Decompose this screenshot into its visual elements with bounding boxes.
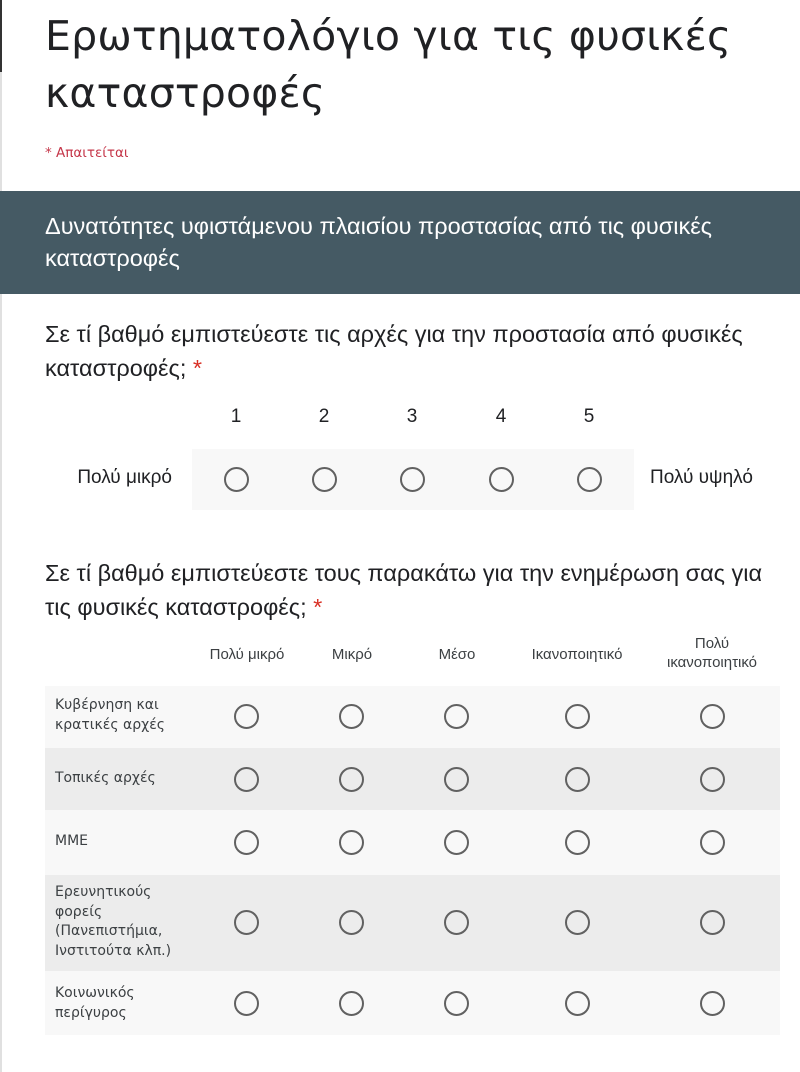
grid-radio-r4-c4[interactable] [565, 910, 590, 935]
form-title: Ερωτηματολόγιο για τις φυσικές καταστροφές [45, 12, 732, 117]
grid-row-label: ΜΜΕ [55, 833, 89, 849]
grid-radio-r1-c4[interactable] [565, 704, 590, 729]
grid-radio-r5-c4[interactable] [565, 991, 590, 1016]
grid-column-header-5: Πολύ ικανοποιητικό [666, 635, 758, 671]
grid-column-header-3: Μέσο [438, 646, 476, 663]
grid-row-label: Ερευνητικούς φορείς (Πανεπιστήμια, Ινστιτούτα κλπ.) [55, 884, 172, 959]
grid-row [45, 971, 780, 1035]
scale-label-2: 2 [318, 406, 330, 427]
grid-row-label: Τοπικές αρχές [55, 770, 156, 786]
scale-radio-3[interactable] [400, 467, 425, 492]
grid-column-header-2: Μικρό [331, 646, 373, 663]
grid-radio-r3-c3[interactable] [444, 830, 469, 855]
section-header [0, 191, 800, 294]
grid-radio-r5-c5[interactable] [700, 991, 725, 1016]
scale-radio-2[interactable] [312, 467, 337, 492]
grid-radio-r1-c1[interactable] [234, 704, 259, 729]
grid-radio-r1-c2[interactable] [339, 704, 364, 729]
grid-row [45, 875, 780, 971]
section-title: Δυνατότητες υφιστάμενου πλαισίου προστασίας από τις φυσικές καταστροφές [45, 213, 713, 271]
grid-radio-r1-c3[interactable] [444, 704, 469, 729]
grid-column-header-1: Πολύ μικρό [209, 646, 285, 663]
grid-radio-r2-c1[interactable] [234, 767, 259, 792]
grid-radio-r2-c2[interactable] [339, 767, 364, 792]
scale-radio-1[interactable] [224, 467, 249, 492]
grid-radio-r2-c3[interactable] [444, 767, 469, 792]
scale-label-5: 5 [583, 406, 595, 427]
grid-radio-r2-c4[interactable] [565, 767, 590, 792]
grid-radio-r3-c5[interactable] [700, 830, 725, 855]
question-1-text: Σε τί βαθμό εμπιστεύεστε τις αρχές για την προστασία από φυσικές καταστροφές; [45, 321, 743, 381]
grid-row-label: Κοινωνικός περίγυρος [55, 985, 135, 1021]
grid-row [45, 748, 780, 810]
scale-label-4: 4 [495, 406, 507, 427]
grid-radio-r4-c5[interactable] [700, 910, 725, 935]
scale-radio-5[interactable] [577, 467, 602, 492]
grid-row [45, 686, 780, 748]
scale-label-3: 3 [406, 406, 418, 427]
left-edge-border [0, 0, 2, 72]
grid-radio-r5-c3[interactable] [444, 991, 469, 1016]
question-2-title [45, 556, 785, 624]
grid-radio-r4-c2[interactable] [339, 910, 364, 935]
scale-radio-4[interactable] [489, 467, 514, 492]
grid-row-label: Κυβέρνηση και κρατικές αρχές [55, 697, 166, 733]
scale-low-label: Πολύ μικρό [77, 467, 172, 488]
question-2-text: Σε τί βαθμό εμπιστεύεστε τους παρακάτω για την ενημέρωση σας για τις φυσικές καταστροφές; [45, 560, 763, 620]
scale-label-1: 1 [230, 406, 242, 427]
required-asterisk: * [192, 355, 203, 381]
grid-radio-r3-c2[interactable] [339, 830, 364, 855]
grid-radio-r4-c1[interactable] [234, 910, 259, 935]
grid-column-header-4: Ικανοποιητικό [531, 646, 623, 663]
question-1-title [45, 317, 785, 385]
grid-radio-r5-c1[interactable] [234, 991, 259, 1016]
grid-radio-r2-c5[interactable] [700, 767, 725, 792]
grid-radio-r4-c3[interactable] [444, 910, 469, 935]
grid-radio-r3-c1[interactable] [234, 830, 259, 855]
required-asterisk: * [313, 594, 323, 620]
grid-row [45, 810, 780, 875]
grid-radio-r1-c5[interactable] [700, 704, 725, 729]
scale-high-label: Πολύ υψηλό [650, 467, 753, 488]
grid-radio-r5-c2[interactable] [339, 991, 364, 1016]
grid-radio-r3-c4[interactable] [565, 830, 590, 855]
required-note: * Απαιτείται [45, 145, 129, 161]
